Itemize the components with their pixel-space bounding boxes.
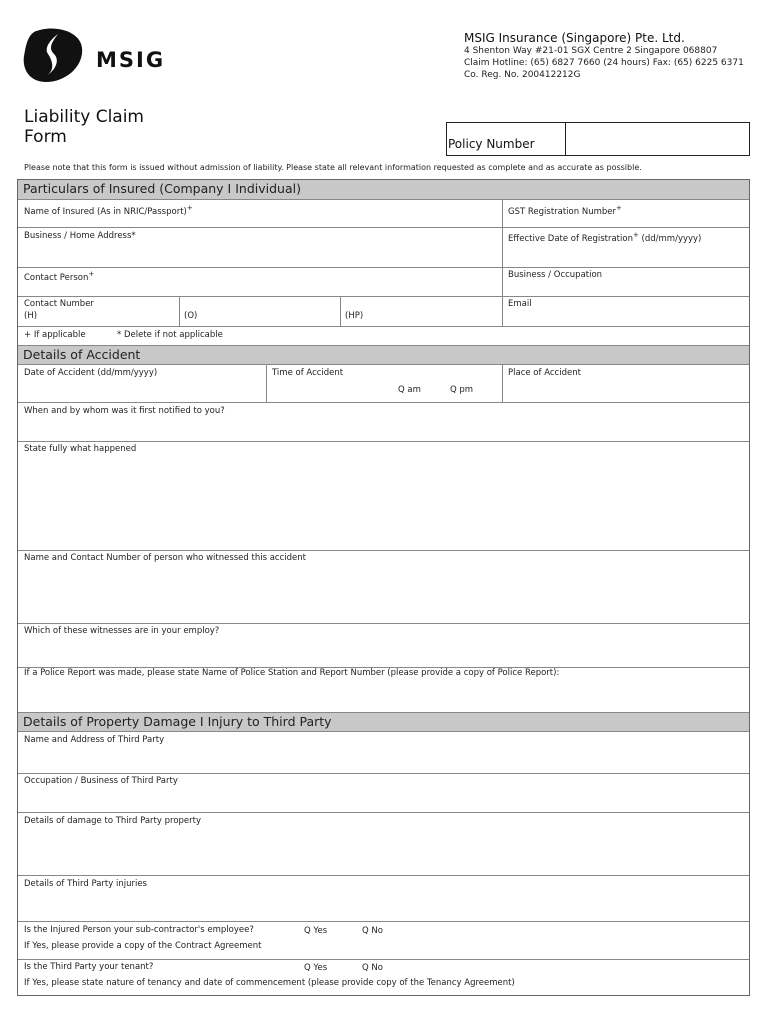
- occupation-label: Business / Occupation: [508, 270, 603, 280]
- property-damage-field[interactable]: [18, 813, 749, 876]
- insured-name-label: Name of Insured (As in NRIC/Passport)+: [24, 204, 193, 217]
- row-name-gst: [18, 200, 749, 228]
- phone-mobile-label: (HP): [345, 311, 364, 321]
- checkbox-no-icon[interactable]: Q: [362, 963, 369, 973]
- row-tenant: [18, 960, 749, 995]
- checkbox-yes-icon[interactable]: Q: [304, 926, 311, 936]
- third-party-name-label: Name and Address of Third Party: [24, 735, 165, 745]
- company-reg-no: Co. Reg. No. 200412212G: [464, 70, 581, 80]
- policy-number-box: [446, 122, 750, 156]
- row-date-time-place: [18, 365, 749, 403]
- msig-logo: [22, 26, 84, 84]
- liability-notice: Please note that this form is issued without admission of liability. Please state all relevant information requested as complete and as accurate as possible.: [24, 163, 642, 172]
- occupation-field[interactable]: [502, 268, 749, 296]
- notified-field[interactable]: [18, 403, 749, 442]
- tenant-question: Is the Third Party your tenant?: [24, 962, 154, 972]
- form-title: Liability Claim Form: [24, 107, 144, 147]
- email-field[interactable]: [502, 297, 749, 326]
- section-insured-title: Particulars of Insured (Company I Individual): [18, 180, 749, 200]
- pm-option[interactable]: Q pm: [450, 385, 474, 395]
- injuries-field[interactable]: [18, 876, 749, 922]
- subcontractor-question: Is the Injured Person your sub-contractor's employee?: [24, 925, 254, 935]
- note-if-applicable: + If applicable: [24, 330, 86, 340]
- witness-employ-field[interactable]: [18, 624, 749, 668]
- email-label: Email: [508, 299, 532, 309]
- subcontractor-note: If Yes, please provide a copy of the Contract Agreement: [24, 941, 262, 951]
- logo-text: MSIG: [96, 48, 166, 72]
- row-address-effdate: [18, 228, 749, 268]
- tenant-note: If Yes, please state nature of tenancy and date of commencement (please provide copy of the Tenancy Agreement): [24, 978, 515, 988]
- business-address-field[interactable]: [18, 228, 502, 267]
- company-name: MSIG Insurance (Singapore) Pte. Ltd.: [464, 31, 685, 45]
- gst-number-label: GST Registration Number+: [508, 204, 622, 217]
- notified-label: When and by whom was it first notified to you?: [24, 406, 225, 416]
- claim-hotline: Claim Hotline: (65) 6827 7660 (24 hours) Fax: (65) 6225 6371: [464, 58, 744, 68]
- property-damage-label: Details of damage to Third Party property: [24, 816, 202, 826]
- tenant-no-option[interactable]: Q No: [362, 963, 383, 973]
- section-third-party-title: Details of Property Damage I Injury to Third Party: [18, 712, 749, 732]
- am-option[interactable]: Q am: [398, 385, 421, 395]
- phone-home-field[interactable]: [18, 297, 179, 326]
- checkbox-pm-icon[interactable]: Q: [450, 385, 457, 395]
- witness-label: Name and Contact Number of person who witnessed this accident: [24, 553, 306, 563]
- accident-time-field[interactable]: [266, 365, 502, 402]
- policy-number-field[interactable]: [566, 123, 749, 155]
- tenant-yes-option[interactable]: Q Yes: [304, 963, 328, 973]
- contact-person-label: Contact Person+: [24, 270, 95, 283]
- company-address: 4 Shenton Way #21-01 SGX Centre 2 Singapore 068807: [464, 46, 718, 56]
- policy-number-label: Policy Number: [447, 123, 566, 155]
- checkbox-yes-icon[interactable]: Q: [304, 963, 311, 973]
- witness-field[interactable]: [18, 551, 749, 624]
- contact-number-label: Contact Number: [24, 299, 94, 309]
- injuries-label: Details of Third Party injuries: [24, 879, 147, 889]
- insured-name-field[interactable]: [18, 200, 502, 227]
- subcontractor-no-option[interactable]: Q No: [362, 926, 383, 936]
- happened-field[interactable]: [18, 442, 749, 551]
- claim-form-table: [17, 179, 750, 996]
- witness-employ-label: Which of these witnesses are in your employ?: [24, 626, 220, 636]
- third-party-occupation-field[interactable]: [18, 774, 749, 813]
- third-party-name-field[interactable]: [18, 732, 749, 774]
- third-party-occupation-label: Occupation / Business of Third Party: [24, 776, 178, 786]
- checkbox-no-icon[interactable]: Q: [362, 926, 369, 936]
- accident-date-label: Date of Accident (dd/mm/yyyy): [24, 368, 158, 378]
- effective-date-field[interactable]: [502, 228, 749, 267]
- business-address-label: Business / Home Address*: [24, 231, 136, 241]
- phone-office-label: (O): [184, 311, 198, 321]
- effective-date-label: Effective Date of Registration+ (dd/mm/yyyy): [508, 231, 702, 244]
- subcontractor-yes-option[interactable]: Q Yes: [304, 926, 328, 936]
- row-contact-occupation: [18, 268, 749, 297]
- accident-time-label: Time of Accident: [272, 368, 344, 378]
- police-report-label: If a Police Report was made, please state Name of Police Station and Report Number (please provide a copy of Police Report):: [24, 668, 560, 678]
- note-delete: * Delete if not applicable: [117, 330, 223, 340]
- contact-person-field[interactable]: [18, 268, 502, 296]
- police-report-field[interactable]: [18, 668, 749, 712]
- checkbox-am-icon[interactable]: Q: [398, 385, 405, 395]
- happened-label: State fully what happened: [24, 444, 137, 454]
- gst-number-field[interactable]: [502, 200, 749, 227]
- phone-office-field[interactable]: [179, 297, 340, 326]
- row-contact-numbers: [18, 297, 749, 327]
- section-accident-title: Details of Accident: [18, 345, 749, 365]
- phone-mobile-field[interactable]: [340, 297, 502, 326]
- row-subcontractor: [18, 922, 749, 960]
- accident-date-field[interactable]: [18, 365, 266, 402]
- accident-place-label: Place of Accident: [508, 368, 581, 378]
- phone-home-label: (H): [24, 311, 38, 321]
- accident-place-field[interactable]: [502, 365, 749, 402]
- row-notes: [18, 327, 749, 345]
